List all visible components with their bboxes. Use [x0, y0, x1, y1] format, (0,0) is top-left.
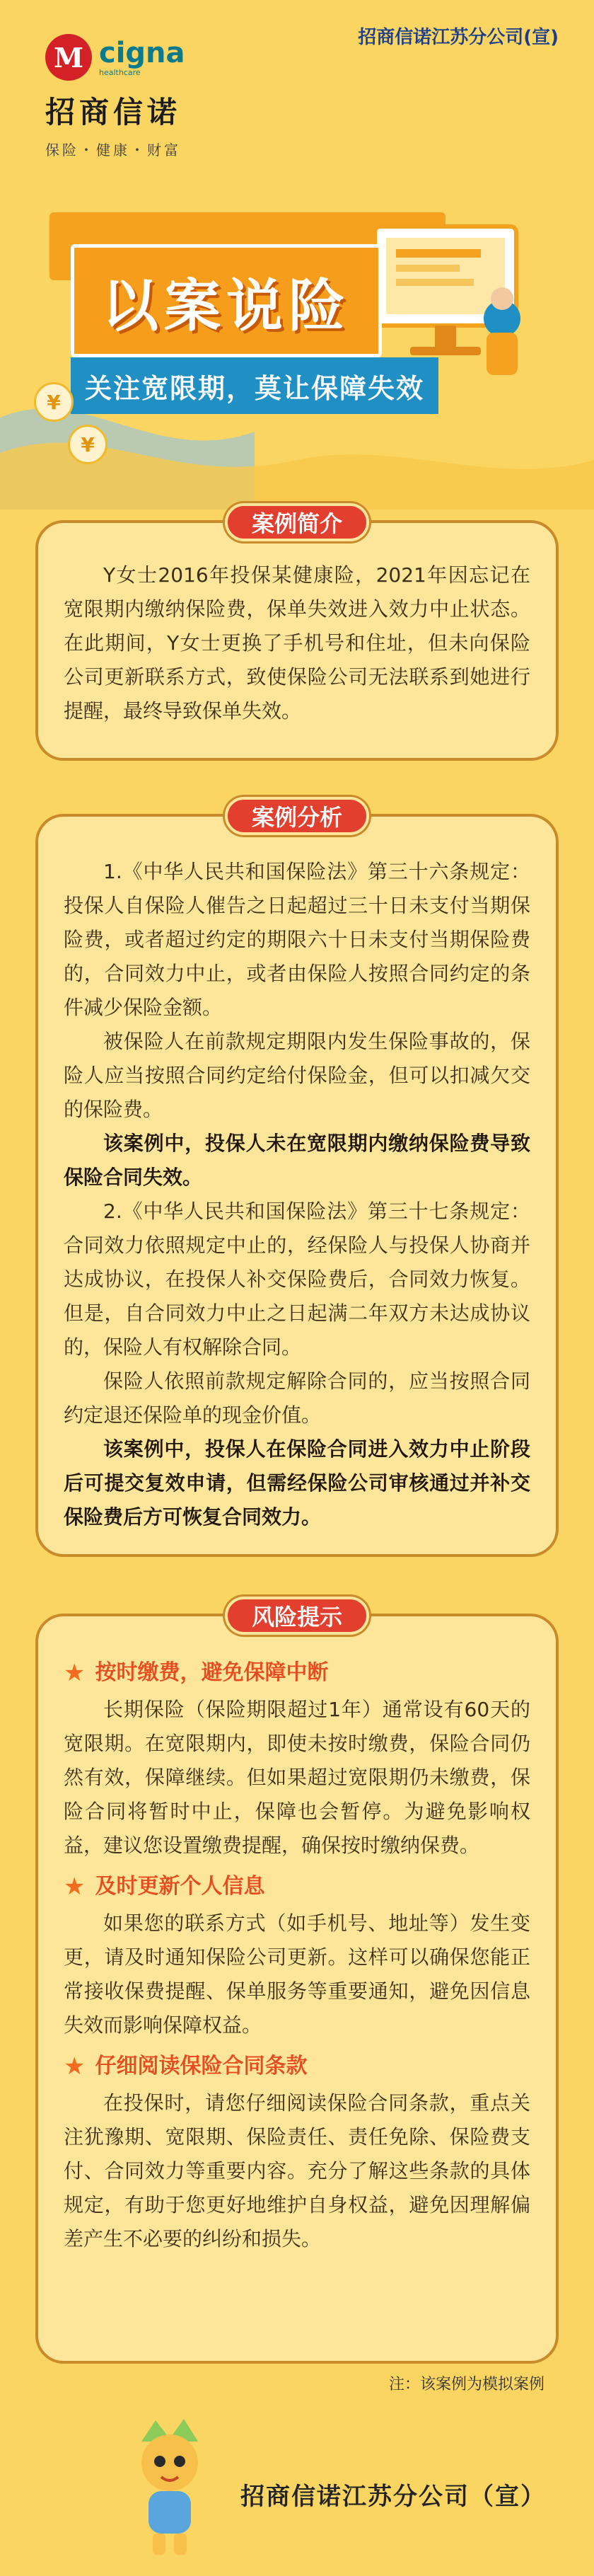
section-risk-tips [35, 1604, 559, 2364]
yuan-coin-icon: ¥ [68, 425, 107, 464]
case-intro-paragraph: Y女士2016年投保某健康险，2021年因忘记在宽限期内缴纳保险费，保单失效进入效力中止状态。在此期间，Y女士更换了手机号和住址，但未向保险公司更新联系方式，致使保险公司无法联系到她进行提醒，最终导致保单失效。 [64, 563, 530, 723]
cigna-wordmark: cigna healthcare [99, 36, 185, 77]
cmb-logo-icon: M [45, 34, 92, 81]
mascot-character [127, 2413, 212, 2562]
brand-logo [45, 34, 229, 159]
analysis-conclusion: 该案例中，投保人未在宽限期内缴纳保险费导致保险合同失效。 [64, 1132, 530, 1189]
section-title-case-intro: 案例简介 [225, 503, 369, 541]
risk-tip-heading: ★ 仔细阅读保险合同条款 [64, 2047, 530, 2086]
section-case-intro [35, 510, 559, 761]
risk-tip-text: 在投保时，请您仔细阅读保险合同条款，重点关注犹豫期、宽限期、保险责任、责任免除、保险费支付、合同效力等重要内容。充分了解这些条款的具体规定，有助于您更好地维护自身权益，避免因理解偏差产生不必要的纠纷和损失。 [64, 2091, 530, 2250]
risk-tip-text: 如果您的联系方式（如手机号、地址等）发生变更，请及时通知保险公司更新。这样可以确保您能正常接收保费提醒、保单服务等重要通知，避免因信息失效而影响保障权益。 [64, 1911, 530, 2037]
risk-tip-heading: ★ 及时更新个人信息 [64, 1867, 530, 1907]
section-title-case-analysis: 案例分析 [225, 797, 369, 835]
brand-tagline: 保险・健康・财富 [45, 142, 181, 159]
brand-name-cn: 招商信诺 [45, 95, 182, 130]
hero-title-box [71, 244, 382, 357]
analysis-conclusion: 该案例中，投保人在保险合同进入效力中止阶段后可提交复效申请，但需经保险公司审核通过并补交保险费后方可恢复合同效力。 [64, 1437, 530, 1529]
hero-subtitle: 关注宽限期，莫让保障失效 [71, 357, 438, 414]
analysis-paragraph: 2.《中华人民共和国保险法》第三十七条规定：合同效力依照规定中止的，经保险人与投保人协商并达成协议，在投保人补交保险费后，合同效力恢复。但是，自合同效力中止之日起满二年双方未达成协议的，保险人有权解除合同。 [64, 1200, 530, 1359]
analysis-paragraph: 保险人依照前款规定解除合同的，应当按照合同约定退还保险单的现金价值。 [64, 1369, 530, 1427]
disclaimer-note: 注：该案例为模拟案例 [388, 2376, 544, 2393]
risk-tip-text: 长期保险（保险期限超过1年）通常设有60天的宽限期。在宽限期内，即使未按时缴费，保险合同仍然有效，保障继续。但如果超过宽限期仍未缴费，保险合同将暂时中止，保障也会暂停。为避免影响权益，建议您设置缴费提醒，确保按时缴纳保费。 [64, 1698, 530, 1857]
hero-title: 以案说险 [102, 272, 351, 339]
section-case-analysis [35, 804, 559, 1557]
star-icon: ★ [64, 1659, 86, 1687]
analysis-paragraph: 1.《中华人民共和国保险法》第三十六条规定：投保人自保险人催告之日起超过三十日未支付当期保险费，或者超过约定的期限六十日未支付当期保险费的，合同效力中止，或者由保险人按照合同约定的条件减少保险金额。 [64, 860, 530, 1019]
branch-label: 招商信诺江苏分公司(宣) [358, 27, 559, 48]
computer-monitor-icon [368, 212, 530, 382]
star-icon: ★ [64, 2052, 86, 2081]
risk-tip-heading: ★ 按时缴费，避免保障中断 [64, 1653, 530, 1693]
footer-branch-name: 招商信诺江苏分公司（宣） [240, 2483, 546, 2511]
analysis-paragraph: 被保险人在前款规定期限内发生保险事故的，保险人应当按照合同约定给付保险金，但可以扣减欠交的保险费。 [64, 1030, 530, 1121]
yuan-coin-icon: ¥ [34, 382, 74, 422]
section-title-risk-tips: 风险提示 [225, 1597, 369, 1635]
star-icon: ★ [64, 1873, 86, 1901]
footer [0, 2399, 594, 2576]
